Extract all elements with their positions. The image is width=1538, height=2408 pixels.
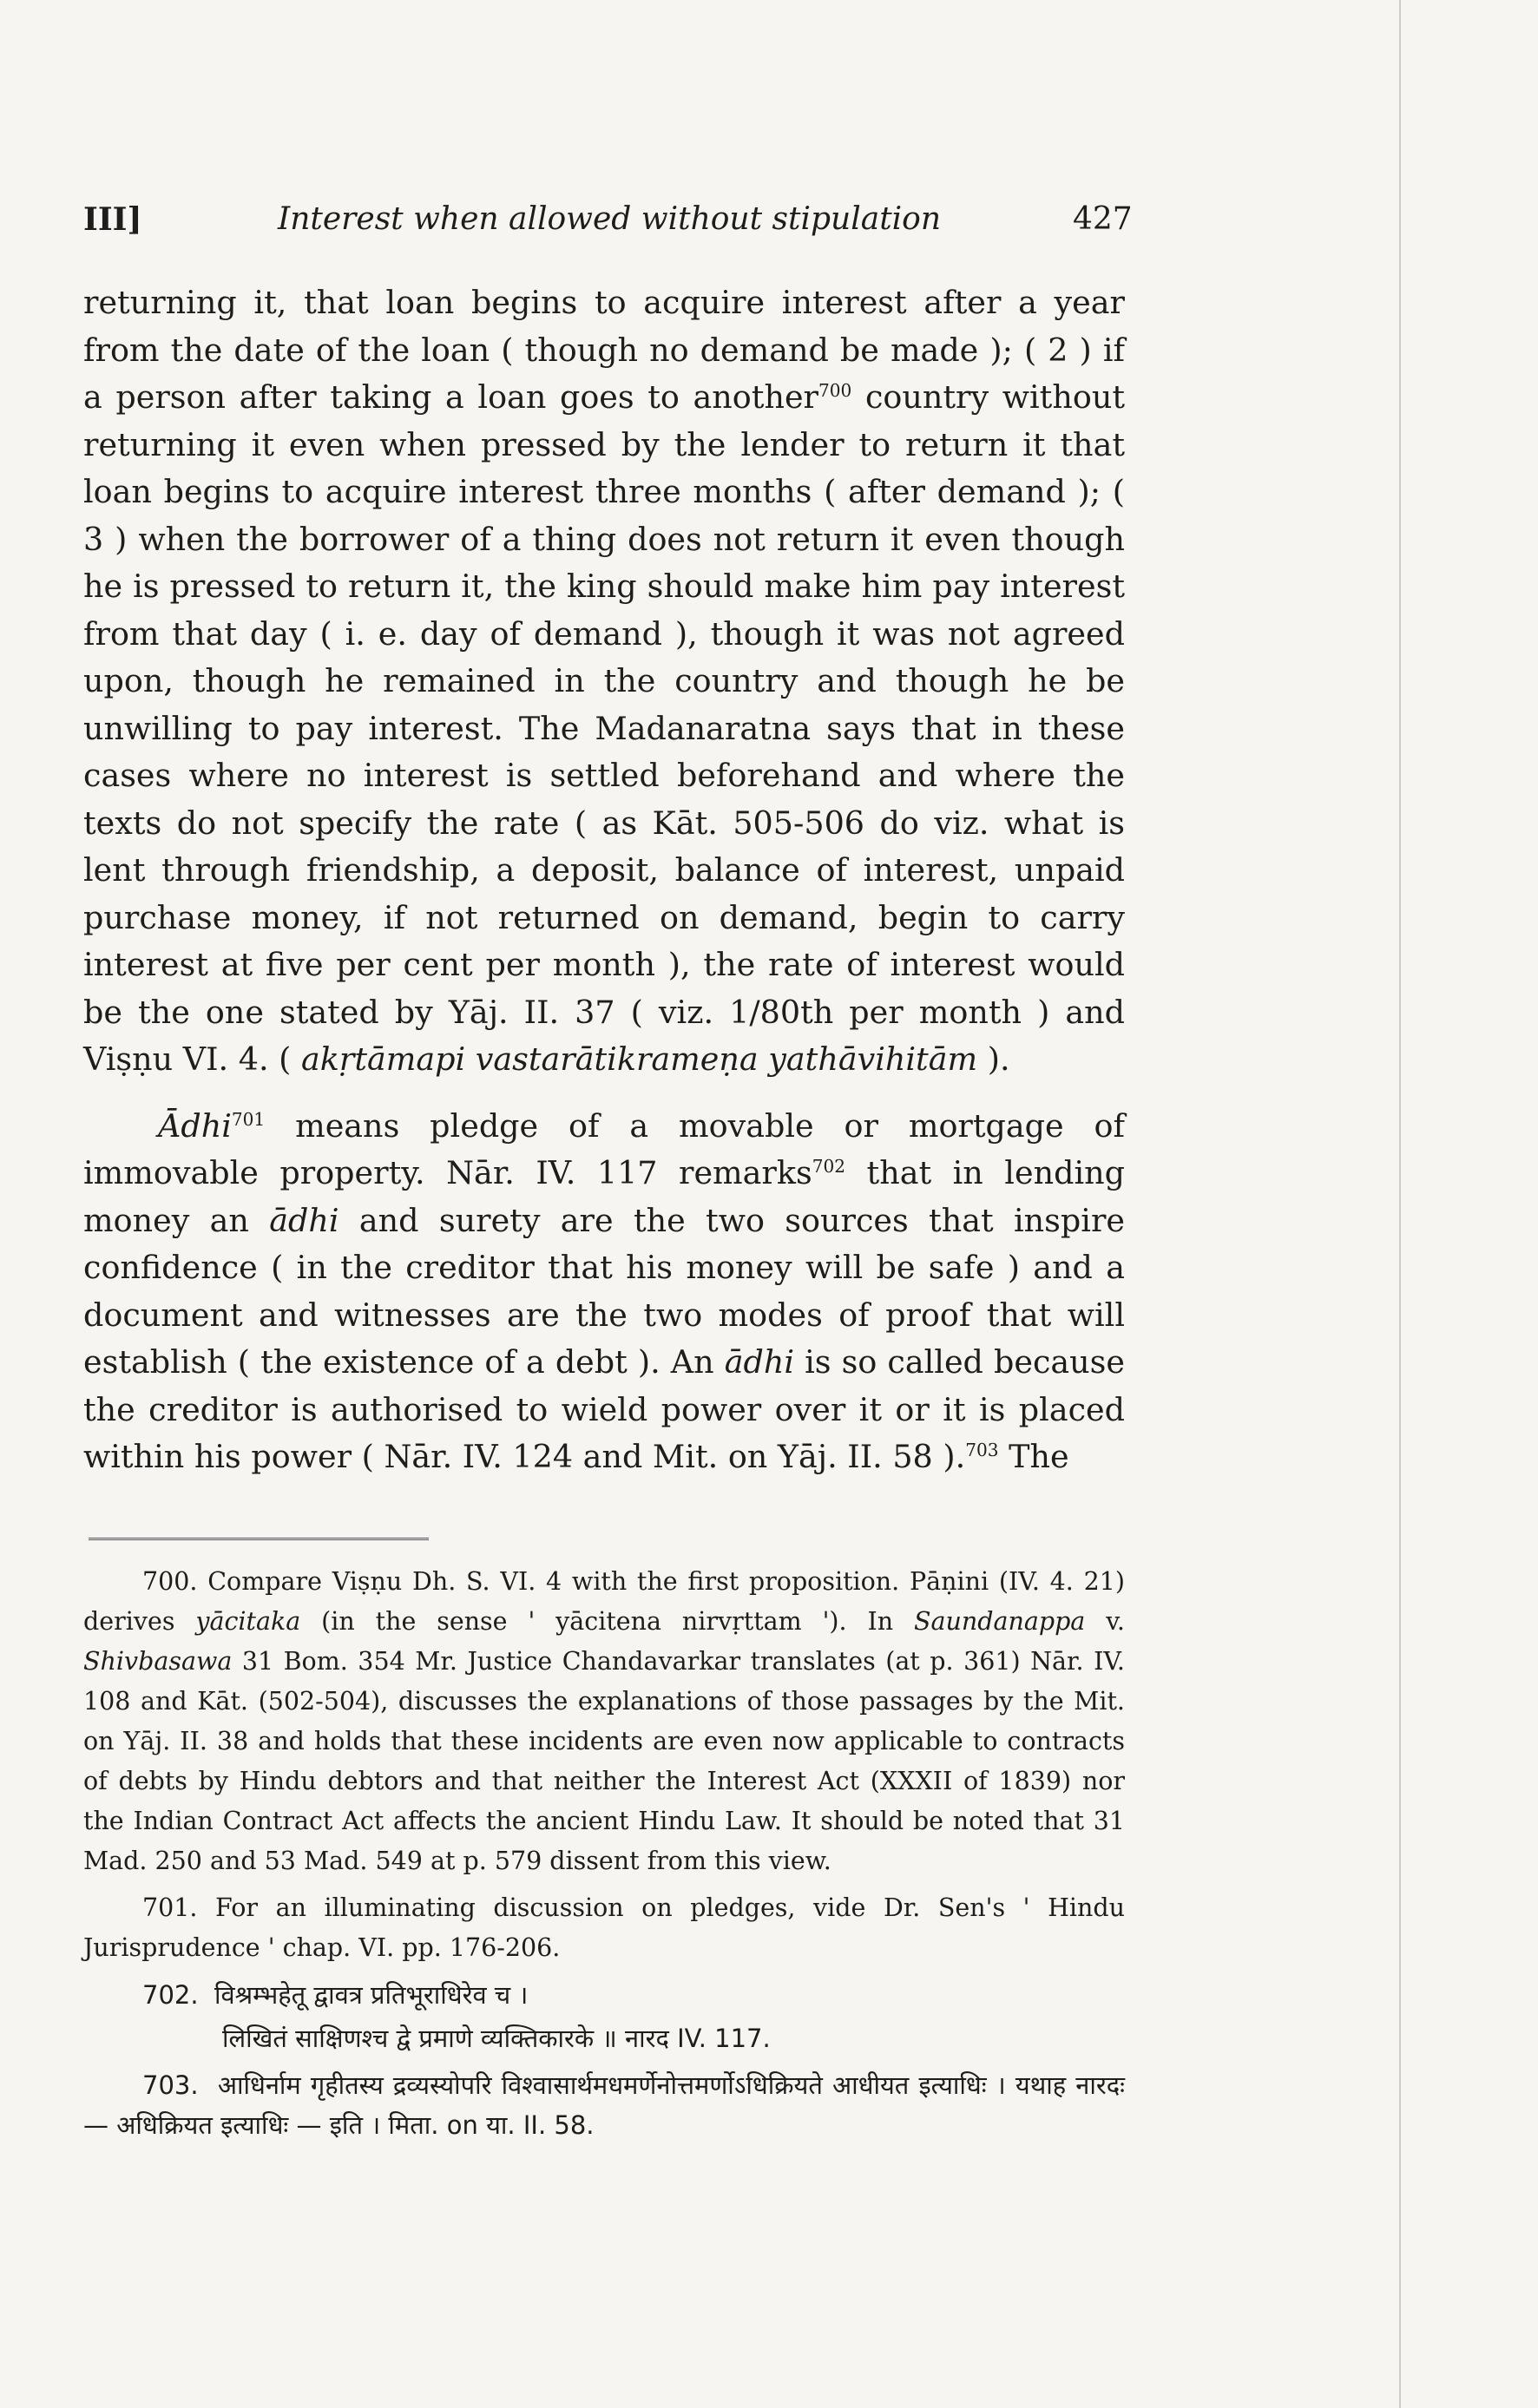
footnote-ref-700: 700 <box>818 379 852 401</box>
footnote-702 <box>83 1975 1125 2015</box>
paragraph-1 <box>83 279 1125 1084</box>
footnote-number: 701. <box>142 1893 198 1922</box>
footnote-separator <box>89 1538 429 1540</box>
text-run: For an illuminating discussion on pledges, vide Dr. Sen's ' Hindu Jurisprudence ' chap. VI. pp. 176-206. <box>83 1893 1125 1962</box>
footnote-700 <box>83 1562 1125 1881</box>
text-run: The <box>998 1438 1069 1475</box>
text-run: 31 Bom. 354 Mr. Justice Chandavarkar translates (at p. 361) Nār. IV. 108 and Kāt. (502-504), discusses the explanations of those passages by the Mit. on Yāj. II. 38 and holds that these incidents are even now applicable to contracts of debts by Hindu debtors and that neither the Interest Act (XXXII of 1839) nor the Indian Contract Act affects the ancient Hindu Law. It should be noted that 31 Mad. 250 and 53 Mad. 549 at p. 579 dissent from this view. <box>83 1647 1125 1875</box>
text-run: country without returning it even when pressed by the lender to return it that loan begins to acquire interest three months ( after demand ); ( 3 ) when the borrower of a thing does not return it even though he is pressed to return it, the king should make him pay interest from that day ( i. e. day of demand ), though it was not agreed upon, though he remained in the country and though he be unwilling to pay interest. The Madanaratna says that in these cases where no interest is settled beforehand and where the texts do not specify the rate ( as Kāt. 505-506 do viz. what is lent through friendship, a deposit, balance of interest, unpaid purchase money, if not returned on demand, begin to carry interest at five per cent per month ), the rate of interest would be the one stated by Yāj. II. 37 ( viz. 1/80th per month ) and Viṣṇu VI. 4. ( <box>83 378 1125 1078</box>
devanagari-commentary: आधिर्नाम गृहीतस्य द्रव्यस्योपरि विश्वासार्थमधमर्णेनोत्तमर्णोऽधिक्रियते आधीयत इत्याधिः । यथाह नारदः — अधिक्रियत इत्याधिः — इति । मिता. on या. II. 58. <box>83 2070 1125 2140</box>
text-run: that in lending money an <box>83 1154 1125 1239</box>
footnote-ref-701: 701 <box>231 1108 266 1130</box>
footnote-702-line-2 <box>83 2018 1125 2058</box>
footnote-703 <box>83 2065 1125 2145</box>
main-text <box>83 279 1125 1481</box>
devanagari-verse-line-1: विश्रम्भहेतू द्वावत्र प्रतिभूराधिरेव च । <box>214 1980 529 2010</box>
text-run: and surety are the two sources that inspire confidence ( in the creditor that his money will be safe ) and a document and witnesses are the two modes of proof that will establish ( the existence of a debt ). An <box>83 1201 1125 1381</box>
page-number: 427 <box>1073 201 1133 237</box>
footnote-ref-703: 703 <box>965 1439 999 1460</box>
sanskrit-quote: akṛtāmapi vastarātikrameṇa yathāvihitām <box>301 1040 978 1078</box>
term-adhi: ādhi <box>269 1201 339 1239</box>
footnotes <box>83 1562 1125 2152</box>
text-run: returning it, that loan begins to acquire interest after a year from the date of the loan ( though no demand be made ); ( 2 ) if a person after taking a loan goes to another <box>83 284 1125 416</box>
term-yacitaka: yācitaka <box>195 1607 301 1636</box>
case-party-1: Saundanappa <box>914 1607 1086 1636</box>
case-party-2: Shivbasawa <box>83 1647 233 1676</box>
text-run: ). <box>977 1040 1010 1078</box>
paragraph-2 <box>83 1103 1125 1481</box>
page-edge-line <box>1399 0 1401 2408</box>
running-title: Interest when allowed without stipulation <box>278 201 942 237</box>
text-run: v. <box>1085 1607 1125 1636</box>
term-adhi: Ādhi <box>158 1106 232 1145</box>
text-run: means pledge of a movable or mortgage of immovable property. Nār. IV. 117 remarks <box>83 1106 1125 1191</box>
footnote-701 <box>83 1888 1125 1968</box>
footnote-number: 703. <box>142 2070 199 2100</box>
term-adhi: ādhi <box>724 1343 795 1381</box>
footnote-ref-702: 702 <box>812 1155 846 1177</box>
footnote-number: 702. <box>142 1980 199 2010</box>
devanagari-verse-line-2: लिखितं साक्षिणश्च द्वे प्रमाणे व्यक्तिकारके ॥ नारद IV. 117. <box>222 2024 771 2053</box>
running-header <box>83 201 1133 253</box>
text-run: is so called because the creditor is authorised to wield power over it or it is placed within his power ( Nār. IV. 124 and Mit. on Yāj. II. 58 ). <box>83 1343 1125 1475</box>
text-run: Compare Viṣṇu Dh. S. VI. 4 with the first proposition. Pāṇini (IV. 4. 21) derives <box>83 1567 1125 1636</box>
text-run: (in the sense ' yācitena nirvṛttam '). In <box>300 1607 915 1636</box>
footnote-number: 700. <box>142 1567 198 1596</box>
section-number: III] <box>83 201 142 238</box>
